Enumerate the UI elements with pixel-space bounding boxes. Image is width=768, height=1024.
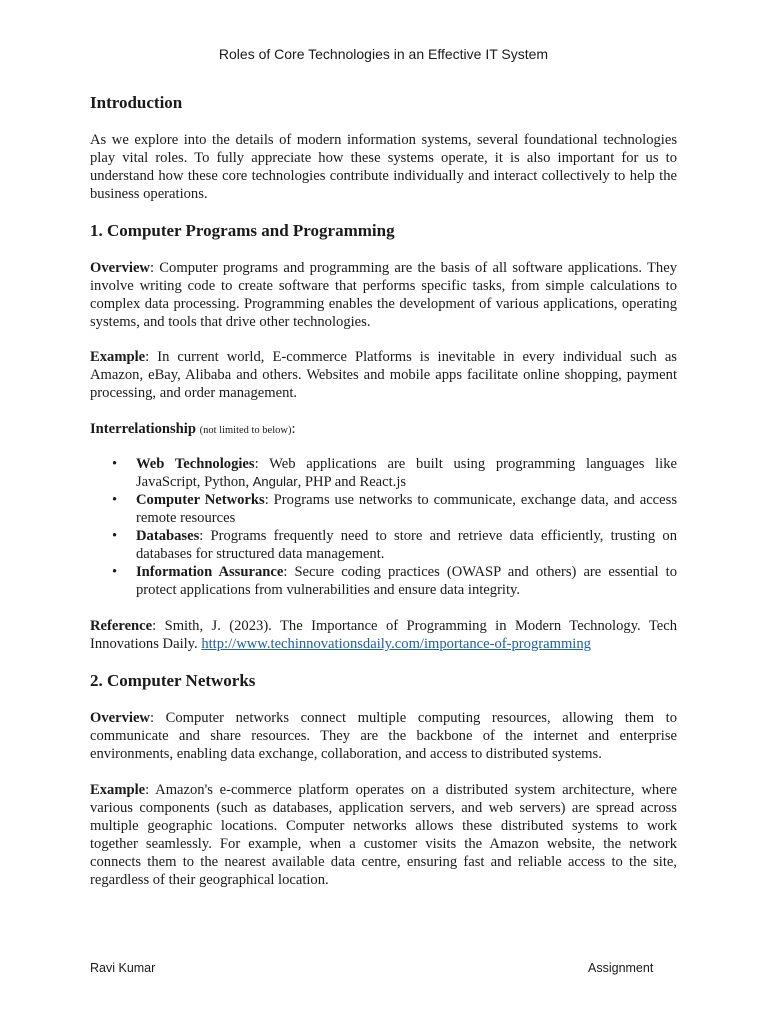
section1-heading: 1. Computer Programs and Programming bbox=[90, 221, 395, 240]
footer-label: Assignment bbox=[588, 961, 654, 975]
list-item: • Computer Networks: Programs use networks to communicate, exchange data, and access remote resources bbox=[112, 492, 677, 526]
example-text: : Amazon's e-commerce platform operates on a distributed system architecture, where various components (such as databases, application servers, and web servers) are spread across multiple geographic locations. Computer networks allows these distributed systems to work together seamlessly. For example, when a customer visits the Amazon website, the network connects them to the nearest available data centre, ensuring fast and reliable access to the site, regardless of their geographical location. bbox=[90, 782, 677, 888]
overview-text: : Computer programs and programming are the basis of all software applications. They involve writing code to create software that performs specific tasks, from simple calculations to complex data processing. Programming enables the development of various applications, operating systems, and tools that drive other technologies. bbox=[90, 260, 677, 330]
list-item: • Databases: Programs frequently need to store and retrieve data efficiently, trusting on databases for structured data management. bbox=[112, 528, 677, 562]
interrelationship-list bbox=[90, 455, 677, 599]
section1-reference bbox=[90, 617, 677, 653]
bullet-icon: • bbox=[112, 456, 118, 472]
intro-paragraph: As we explore into the details of modern information systems, several foundational technologies play vital roles. To fully appreciate how these systems operate, it is also important for us to understand how these core technologies contribute individually and interact collectively to help the business operations. bbox=[90, 132, 677, 202]
list-item-label: Information Assurance bbox=[136, 564, 284, 580]
footer-author: Ravi Kumar bbox=[90, 961, 156, 975]
section2-heading: 2. Computer Networks bbox=[90, 671, 256, 690]
reference-link[interactable]: http://www.techinnovationsdaily.com/importance-of-programming bbox=[201, 636, 591, 652]
reference-label: Reference bbox=[90, 618, 153, 634]
overview-text: : Computer networks connect multiple computing resources, allowing them to communicate and share resources. They are the backbone of the internet and enterprise environments, enabling data exchange, collaboration, and access to distributed systems. bbox=[90, 710, 677, 762]
example-label: Example bbox=[90, 349, 146, 365]
section1-overview bbox=[90, 259, 677, 331]
intro-heading: Introduction bbox=[90, 93, 183, 112]
bullet-icon: • bbox=[112, 564, 118, 580]
bullet-icon: • bbox=[112, 492, 118, 508]
example-text: : In current world, E-commerce Platforms is inevitable in every individual such as Amazon, eBay, Alibaba and others. Websites and mobile apps facilitate online shopping, payment processing, and order management. bbox=[90, 349, 677, 401]
list-item-label: Web Technologies bbox=[136, 456, 255, 472]
interrelationship-label: Interrelationship bbox=[90, 421, 196, 437]
bullet-icon: • bbox=[112, 528, 118, 544]
section1-interrelationship: Interrelationship (not limited to below): bbox=[90, 421, 296, 437]
overview-label: Overview bbox=[90, 710, 150, 726]
example-label: Example bbox=[90, 782, 146, 798]
reference-text: : Smith, J. (2023). The Importance of Programming in Modern Technology. Tech Innovations Daily. bbox=[90, 618, 677, 652]
list-item-label: Databases bbox=[136, 528, 200, 544]
document-title: Roles of Core Technologies in an Effective IT System bbox=[218, 46, 549, 62]
list-item-label: Computer Networks bbox=[136, 492, 265, 508]
section2-overview bbox=[90, 709, 677, 763]
section1-example bbox=[90, 348, 677, 402]
interrelationship-note: (not limited to below) bbox=[199, 425, 292, 436]
list-item: • Information Assurance: Secure coding practices (OWASP and others) are essential to protect applications from vulnerabilities and ensure data integrity. bbox=[112, 564, 677, 598]
section2-example bbox=[90, 781, 677, 889]
overview-label: Overview bbox=[90, 260, 150, 276]
list-item: • Web Technologies: Web applications are built using programming languages like JavaScript, Python, Angular, PHP and React.js bbox=[112, 456, 677, 490]
